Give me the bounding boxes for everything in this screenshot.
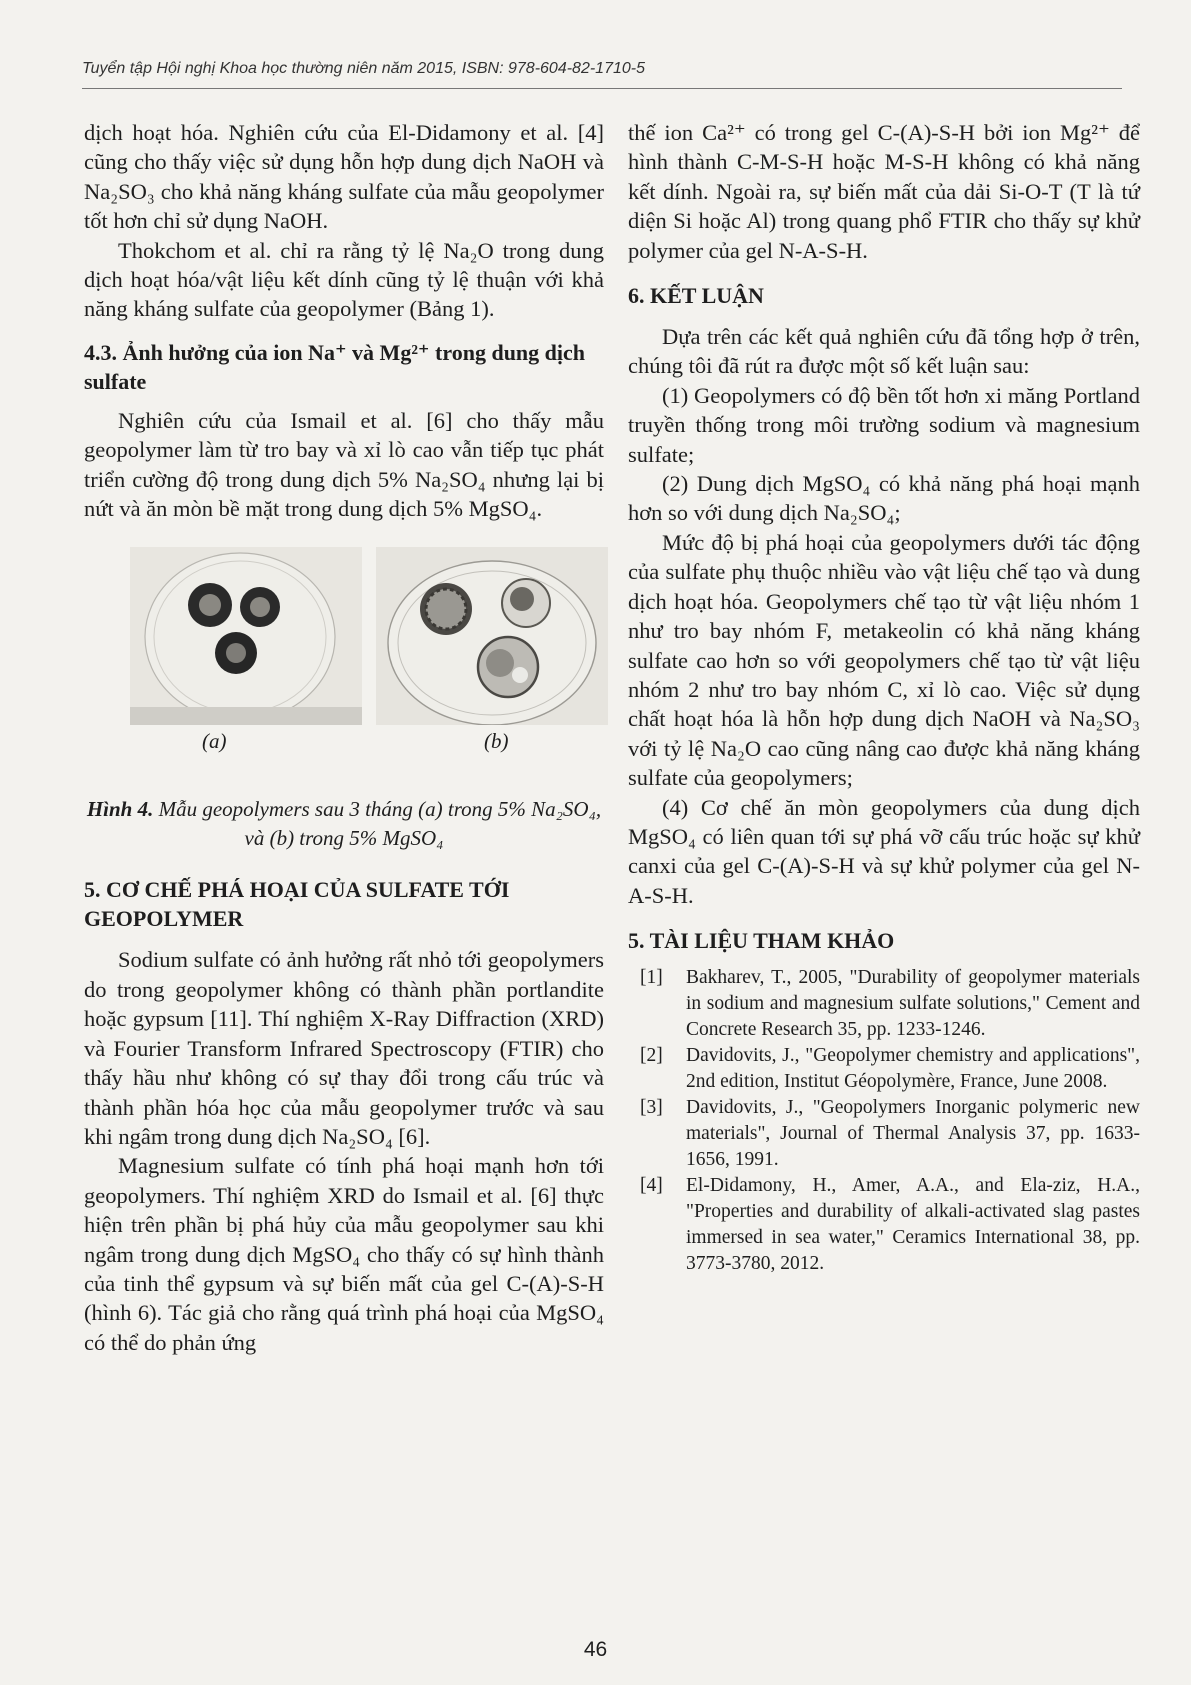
reference-text: El-Didamony, H., Amer, A.A., and Ela-ziz, H.A., "Properties and durability of alkali-activated slag pastes immersed in sea water," Ceramics International 38, pp. 3773-3780, 2012. [686,1175,1140,1275]
figure-photo-b [376,547,608,725]
right-column [628,118,1140,1277]
figure-4 [84,547,604,795]
figure-caption [84,795,604,853]
paragraph: dịch hoạt hóa. Nghiên cứu của El-Didamony et al. [4] cũng cho thấy việc sử dụng hỗn hợp dung dịch NaOH và Na₂SO₃ cho khả năng kháng sulfate của mẫu geopolymer tốt hơn chỉ sử dụng NaOH. [84,120,604,234]
reference-item [628,1043,1140,1095]
figure-photo-a [130,547,362,725]
reference-item [628,1095,1140,1173]
paragraph: Mức độ bị phá hoại của geopolymers dưới tác động của sulfate phụ thuộc nhiều vào vật liệu chế tạo và dung dịch hoạt hóa. Geopolymers chế tạo từ vật liệu nhóm 1 như tro bay nhóm F, metakeolin có khả năng kháng sulfate cao hơn so với geopolymers chế tạo từ vật liệu nhóm 2 như tro bay nhóm C, xỉ lò cao. Việc sử dụng chất hoạt hóa là hỗn hợp dung dịch NaOH và Na₂SO₃ với tỷ lệ Na₂O cao cũng nâng cao được khả năng kháng sulfate của geopolymers; [628,529,1140,791]
reference-text: Davidovits, J., "Geopolymer chemistry and applications", 2nd edition, Institut Géopolymère, France, June 2008. [686,1045,1140,1093]
caption-label: Hình 4. [86,797,154,822]
caption-text: Mẫu geopolymers sau 3 tháng (a) trong 5% Na₂SO₄, và (b) trong 5% MgSO₄ [153,797,602,851]
reference-item [628,1173,1140,1277]
paragraph: (2) Dung dịch MgSO₄ có khả năng phá hoại mạnh hơn so với dung dịch Na₂SO₄; [628,471,1140,526]
running-header: Tuyển tập Hội nghị Khoa học thường niên năm 2015, ISBN: 978-604-82-1710-5 [82,60,645,77]
reference-number: [4] [640,1175,663,1197]
reference-number: [2] [640,1045,663,1067]
paragraph: thế ion Ca²⁺ có trong gel C-(A)-S-H bởi ion Mg²⁺ để hình thành C-M-S-H hoặc M-S-H không có khả năng kết dính. Ngoài ra, sự biến mất của dải Si-O-T (T là tứ diện Si hoặc Al) trong quang phổ FTIR cho thấy sự khử polymer của gel N-A-S-H. [628,120,1140,263]
figure-label-a: (a) [202,729,227,754]
section-heading-6: 6. KẾT LUẬN [628,283,764,309]
paragraph: Sodium sulfate có ảnh hưởng rất nhỏ tới geopolymers do trong geopolymer không có thành phần portlandite hoặc gypsum [11]. Thí nghiệm X-Ray Diffraction (XRD) và Fourier Transform Infrared Spectroscopy (FTIR) cho thấy hầu như không có sự thay đổi trong cấu trúc và thành phần hóa học của mẫu geopolymer trước và sau khi ngâm trong dung dịch Na₂SO₄ [6]. [84,947,604,1149]
section-heading-4-3: 4.3. Ảnh hưởng của ion Na⁺ và Mg²⁺ trong dung dịch sulfate [84,339,586,394]
reference-number: [3] [640,1097,663,1119]
paragraph: Thokchom et al. chỉ ra rằng tỷ lệ Na₂O trong dung dịch hoạt hóa/vật liệu kết dính cũng tỷ lệ thuận với khả năng kháng sulfate của geopolymer (Bảng 1). [84,237,604,322]
references-heading: 5. TÀI LIỆU THAM KHẢO [628,928,895,954]
reference-text: Bakharev, T., 2005, "Durability of geopolymer materials in sodium and magnesium sulfate solutions," Cement and Concrete Research 35, pp. 1233-1246. [686,967,1140,1041]
reference-list [628,965,1140,1277]
paragraph: (1) Geopolymers có độ bền tốt hơn xi măng Portland truyền thống trong môi trường sodium và magnesium sulfate; [628,382,1140,467]
paragraph: Dựa trên các kết quả nghiên cứu đã tổng hợp ở trên, chúng tôi đã rút ra được một số kết luận sau: [628,324,1140,379]
paragraph: Nghiên cứu của Ismail et al. [6] cho thấy mẫu geopolymer làm từ tro bay và xỉ lò cao vẫn tiếp tục phát triển cường độ trong dung dịch 5% Na₂SO₄ nhưng lại bị nứt và ăn mòn bề mặt trong dung dịch 5% MgSO₄. [84,407,604,522]
reference-number: [1] [640,967,663,989]
figure-label-b: (b) [484,729,509,754]
reference-text: Davidovits, J., "Geopolymers Inorganic polymeric new materials", Journal of Thermal Analysis 37, pp. 1633-1656, 1991. [686,1097,1140,1171]
reference-item [628,965,1140,1043]
left-column [84,118,604,1357]
header-rule [82,88,1122,89]
paragraph: (4) Cơ chế ăn mòn geopolymers của dung dịch MgSO₄ có liên quan tới sự phá vỡ cấu trúc hoặc sự khử canxi của gel C-(A)-S-H và sự khử polymer của gel N-A-S-H. [628,794,1140,908]
page-number: 46 [583,1638,608,1661]
section-heading-5: 5. CƠ CHẾ PHÁ HOẠI CỦA SULFATE TỚI GEOPOLYMER [84,877,510,932]
paragraph: Magnesium sulfate có tính phá hoại mạnh hơn tới geopolymers. Thí nghiệm XRD do Ismail et al. [6] thực hiện trên phần bị phá hủy của mẫu geopolymer sau khi ngâm trong dung dịch MgSO₄ cho thấy có sự hình thành của tinh thể gypsum và sự biến mất của gel C-(A)-S-H (hình 6). Tác giả cho rằng quá trình phá hoại của MgSO₄ có thể do phản ứng [84,1153,604,1355]
